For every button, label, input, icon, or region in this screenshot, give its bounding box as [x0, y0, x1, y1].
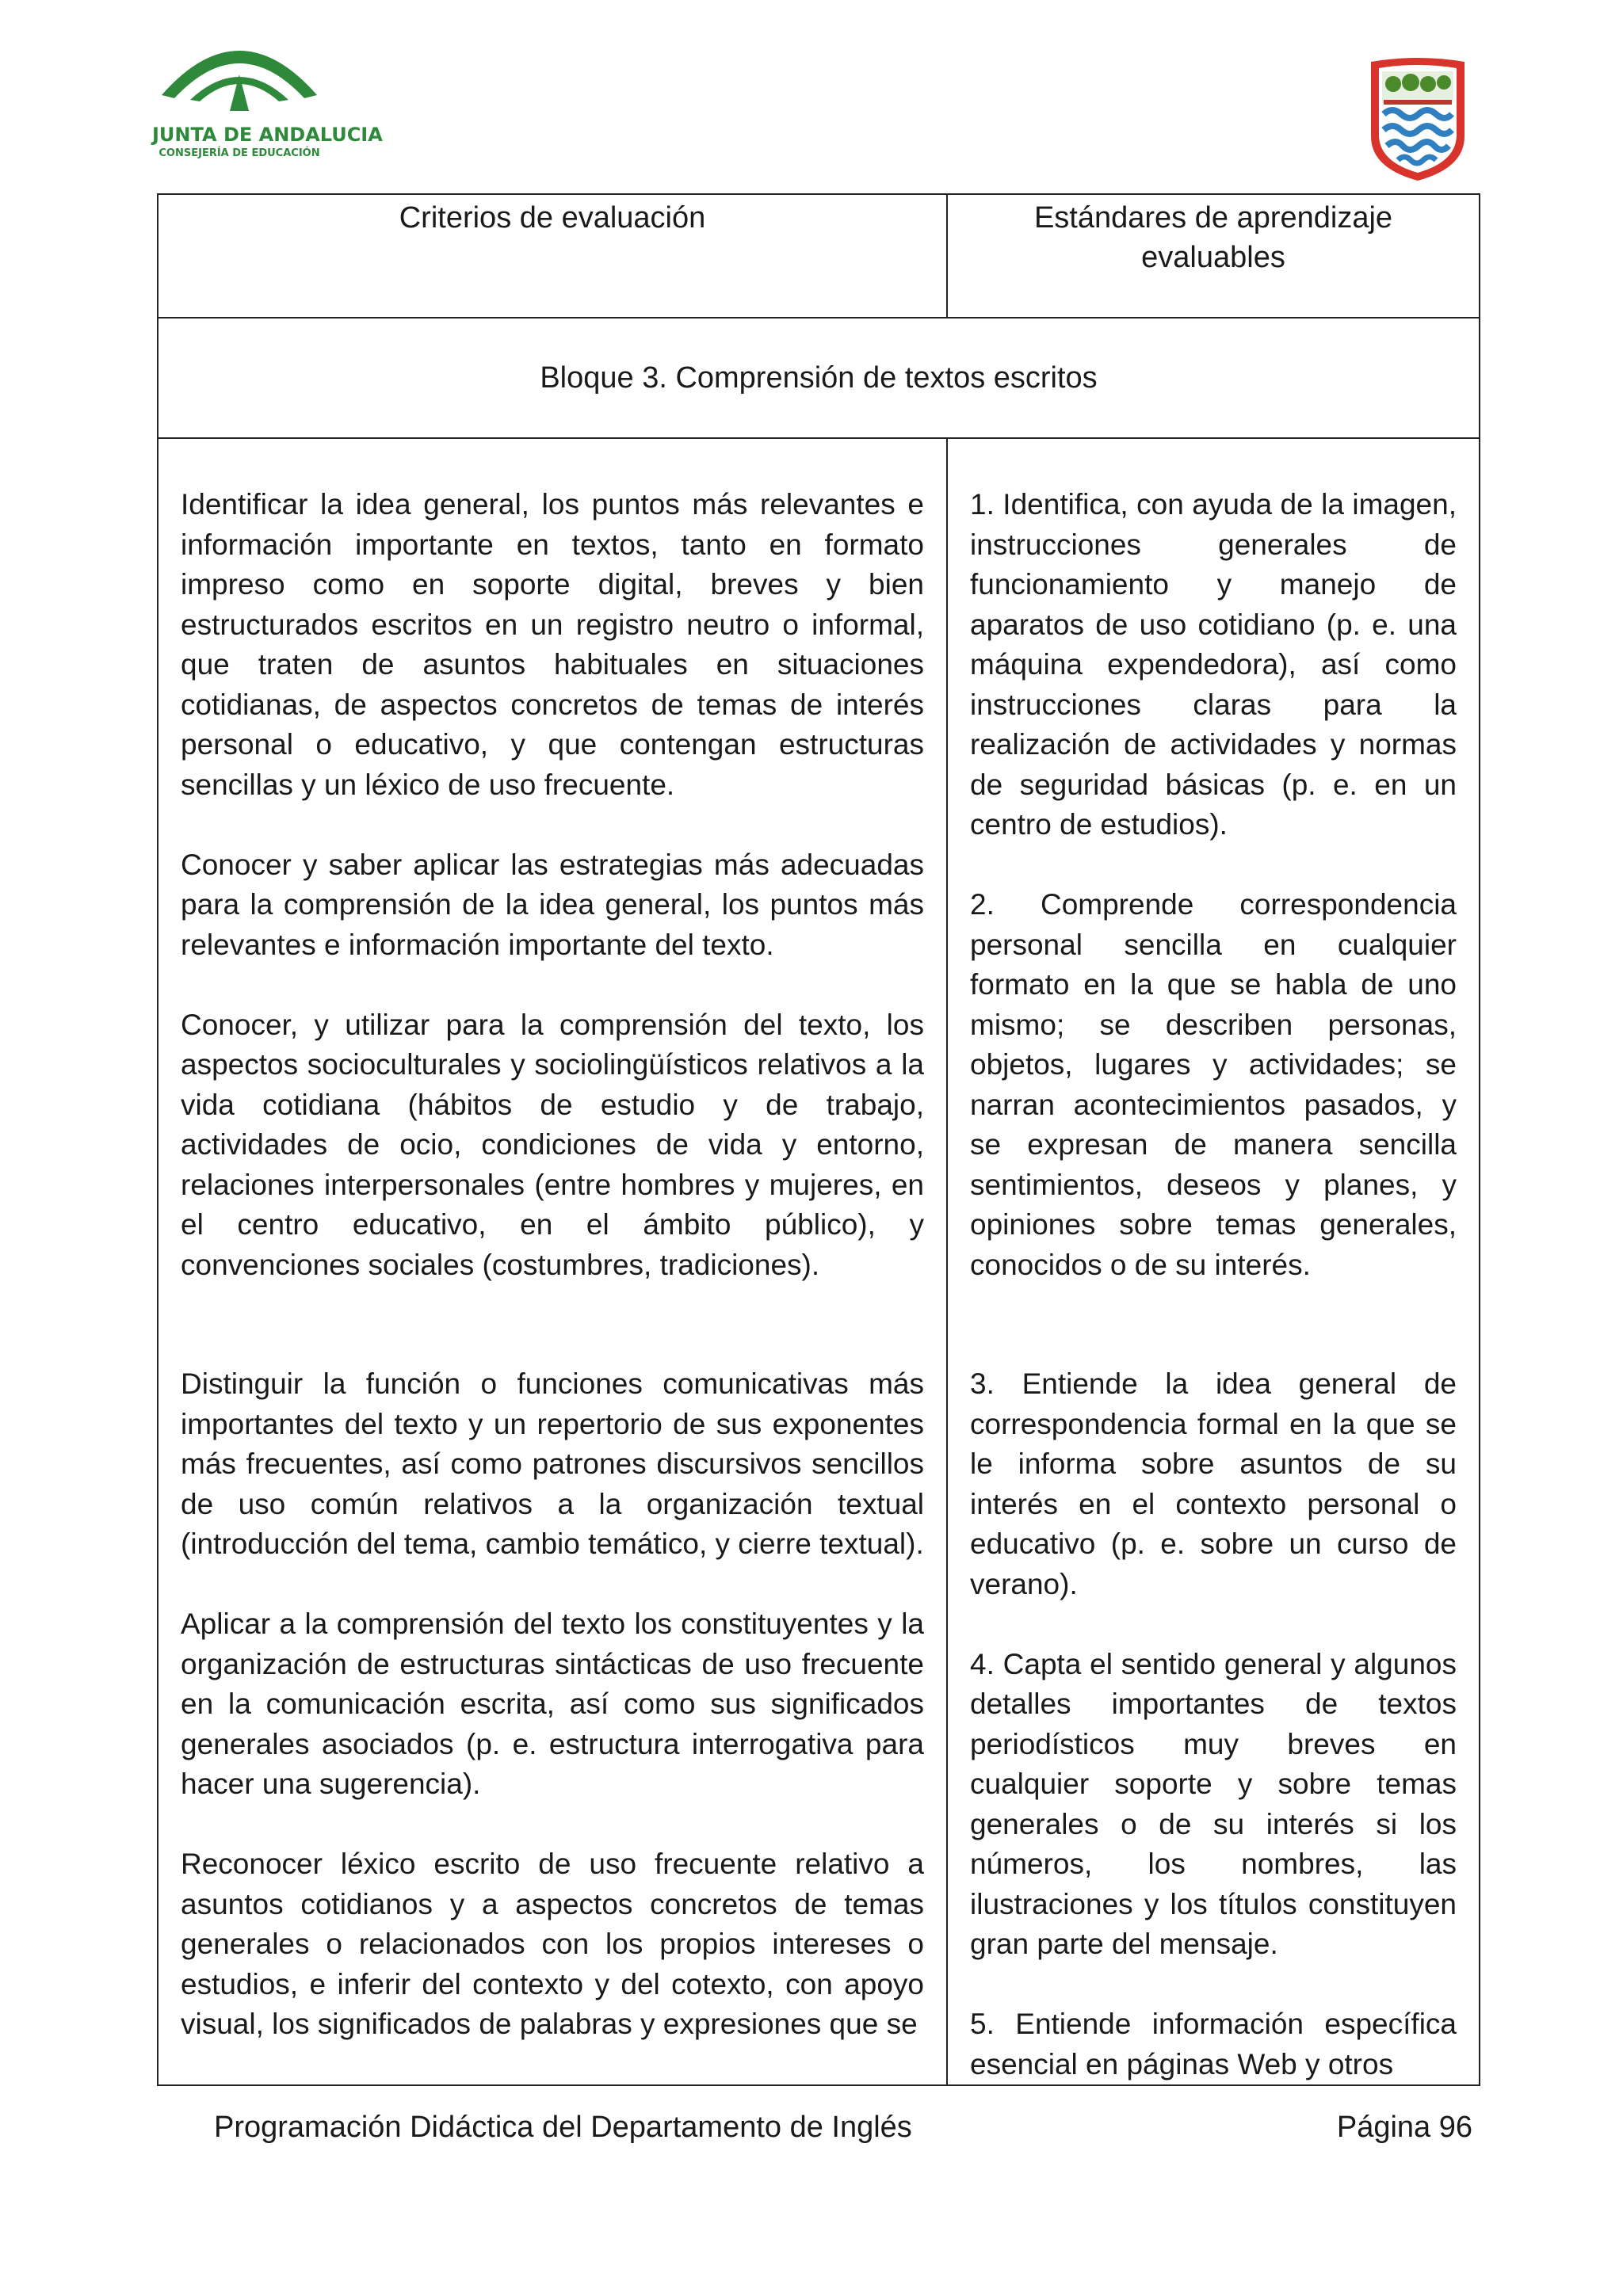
block-title: Bloque 3. Comprensión de textos escritos: [158, 318, 1480, 438]
estandar-paragraph: 4. Capta el sentido general y algunos detalles importantes de textos periodísticos muy breves en cualquier soporte y sobre temas generales o de su interés si los números, los nombres, las ilustraciones y los títulos constituyen gran parte del mensaje.: [970, 1647, 1457, 1960]
school-crest-icon: [1366, 57, 1469, 184]
criterio-paragraph: Identificar la idea general, los puntos más relevantes e información importante en textos, tanto en formato impreso como en soporte digital, breves y bien estructurados escritos en un registro neutro o informal, que traten de asuntos habituales en situaciones cotidianas, de aspectos concretos de temas de interés personal o educativo, y que contengan estructuras sencillas y un léxico de uso frecuente.: [181, 488, 924, 801]
estandar-paragraph: 2. Comprende correspondencia personal sencilla en cualquier formato en la que se habla de uno mismo; se describen personas, objetos, lugares y actividades; se narran acontecimientos pasados, y se expresan de manera sencilla sentimientos, deseos y planes, y opiniones sobre temas generales, conocidos o de su interés.: [970, 888, 1457, 1281]
evaluation-table: [157, 193, 1480, 2086]
header-estandares: [947, 194, 1480, 318]
estandares-cell: [947, 438, 1480, 2085]
header-estandares-line1: Estándares de aprendizaje: [1033, 201, 1393, 235]
criterio-paragraph: Conocer y saber aplicar las estrategias más adecuadas para la comprensión de la idea general, los puntos más relevantes e información importante del texto.: [181, 848, 924, 961]
header-criterios: [158, 194, 947, 318]
criterio-paragraph: Reconocer léxico escrito de uso frecuente relativo a asuntos cotidianos y a aspectos concretos de temas generales o relacionados con los propios intereses o estudios, e inferir del contexto y del cotexto, con apoyo visual, los significados de palabras y expresiones que se: [181, 1848, 924, 2040]
junta-arch-icon: [152, 22, 327, 125]
estandar-paragraph: 3. Entiende la idea general de correspondencia formal en la que se le informa sobre asuntos de su interés en el contexto personal o educativo (p. e. sobre un curso de verano).: [970, 1367, 1457, 1600]
logo-subtitle: CONSEJERÍA DE EDUCACIÓN: [158, 147, 320, 159]
criterio-paragraph: Conocer, y utilizar para la comprensión del texto, los aspectos socioculturales y sociolingüísticos relativos a la vida cotidiana (hábitos de estudio y de trabajo, actividades de ocio, condiciones de vida y entorno, relaciones interpersonales (entre hombres y mujeres, en el centro educativo, en el ámbito público), y convenciones sociales (costumbres, tradiciones).: [181, 1008, 924, 1281]
footer-page-number: Página 96: [1336, 2111, 1472, 2144]
criterios-cell: [158, 438, 947, 2085]
estandar-paragraph: 5. Entiende información específica esencial en páginas Web y otros: [970, 2008, 1457, 2081]
header-criterios-label: Criterios de evaluación: [399, 201, 706, 235]
logo-title: JUNTA DE ANDALUCIA: [152, 124, 383, 146]
criterio-paragraph: Distinguir la función o funciones comunicativas más importantes del texto y un repertorio de sus exponentes más frecuentes, así como patrones discursivos sencillos de uso común relativos a la organización textual (introducción del tema, cambio temático, y cierre textual).: [181, 1367, 924, 1560]
header-estandares-line2: evaluables: [1141, 241, 1285, 274]
junta-andalucia-logo: [152, 22, 383, 162]
criterio-paragraph: Aplicar a la comprensión del texto los constituyentes y la organización de estructuras sintácticas de uso frecuente en la comunicación escrita, así como sus significados generales asociados (p. e. estructura interrogativa para hacer una sugerencia).: [181, 1608, 924, 1800]
footer-title: Programación Didáctica del Departamento de Inglés: [214, 2111, 912, 2144]
estandar-paragraph: 1. Identifica, con ayuda de la imagen, instrucciones generales de funcionamiento y manejo de aparatos de uso cotidiano (p. e. una máquina expendedora), así como instrucciones claras para la realización de actividades y normas de seguridad básicas (p. e. en un centro de estudios).: [970, 488, 1457, 841]
